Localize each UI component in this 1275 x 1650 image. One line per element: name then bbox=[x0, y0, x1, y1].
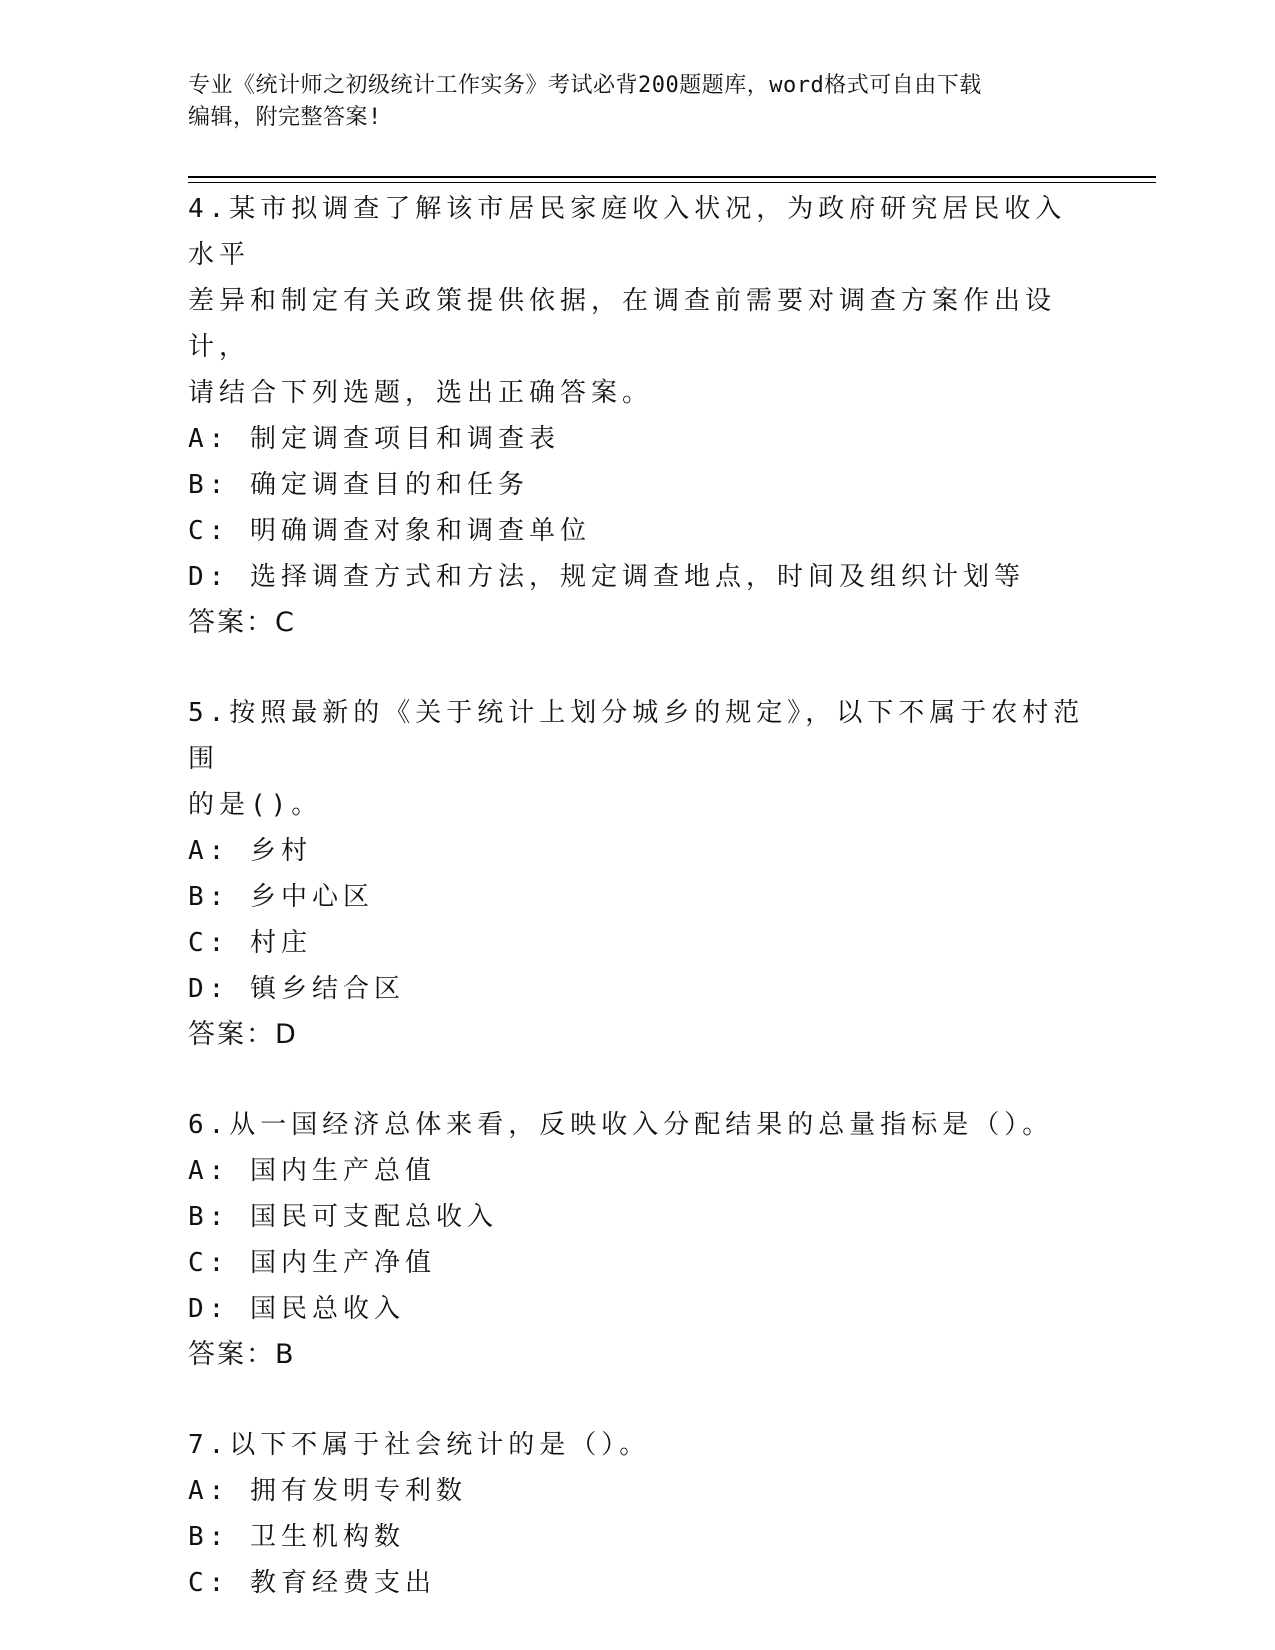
option-b: B: 乡中心区 bbox=[188, 882, 374, 912]
question-stem-line: 的是()。 bbox=[188, 790, 323, 820]
option-c: C: 国内生产净值 bbox=[188, 1248, 436, 1278]
option-b: B: 国民可支配总收入 bbox=[188, 1202, 498, 1232]
option-d: D: 镇乡结合区 bbox=[188, 974, 405, 1004]
answer-label: 答案：B bbox=[188, 1339, 296, 1370]
document-header bbox=[188, 70, 1068, 134]
header-line-2: 编辑，附完整答案! bbox=[188, 105, 382, 130]
question-stem-line: 5.按照最新的《关于统计上划分城乡的规定》，以下不属于农村范围 bbox=[188, 698, 1085, 774]
answer-label: 答案：D bbox=[188, 1019, 298, 1050]
question-5 bbox=[188, 690, 1088, 1058]
option-c: C: 明确调查对象和调查单位 bbox=[188, 516, 591, 546]
question-stem-line: 4.某市拟调查了解该市居民家庭收入状况，为政府研究居民收入水平 bbox=[188, 194, 1067, 270]
option-c: C: 教育经费支出 bbox=[188, 1568, 436, 1598]
option-a: A: 制定调查项目和调查表 bbox=[188, 424, 560, 454]
answer-label: 答案：C bbox=[188, 607, 296, 638]
option-b: B: 卫生机构数 bbox=[188, 1522, 405, 1552]
question-4 bbox=[188, 186, 1088, 646]
question-7 bbox=[188, 1422, 1088, 1606]
option-a: A: 乡村 bbox=[188, 836, 312, 866]
question-stem-line: 请结合下列选题，选出正确答案。 bbox=[188, 378, 654, 408]
question-stem-line: 6.从一国经济总体来看，反映收入分配结果的总量指标是（）。 bbox=[188, 1110, 1054, 1140]
header-rule-thin bbox=[188, 182, 1156, 183]
option-a: A: 拥有发明专利数 bbox=[188, 1476, 467, 1506]
option-d: D: 国民总收入 bbox=[188, 1294, 405, 1324]
question-stem-line: 差异和制定有关政策提供依据，在调查前需要对调查方案作出设计， bbox=[188, 286, 1057, 362]
question-stem-line: 7.以下不属于社会统计的是（）。 bbox=[188, 1430, 651, 1460]
question-6 bbox=[188, 1102, 1088, 1378]
option-d: D: 选择调查方式和方法，规定调查地点，时间及组织计划等 bbox=[188, 562, 1025, 592]
header-line-1: 专业《统计师之初级统计工作实务》考试必背200题题库，word格式可自由下载 bbox=[188, 73, 982, 98]
option-a: A: 国内生产总值 bbox=[188, 1156, 436, 1186]
option-c: C: 村庄 bbox=[188, 928, 312, 958]
header-rule-thick bbox=[188, 176, 1156, 178]
question-list bbox=[188, 186, 1088, 1606]
option-b: B: 确定调查目的和任务 bbox=[188, 470, 529, 500]
